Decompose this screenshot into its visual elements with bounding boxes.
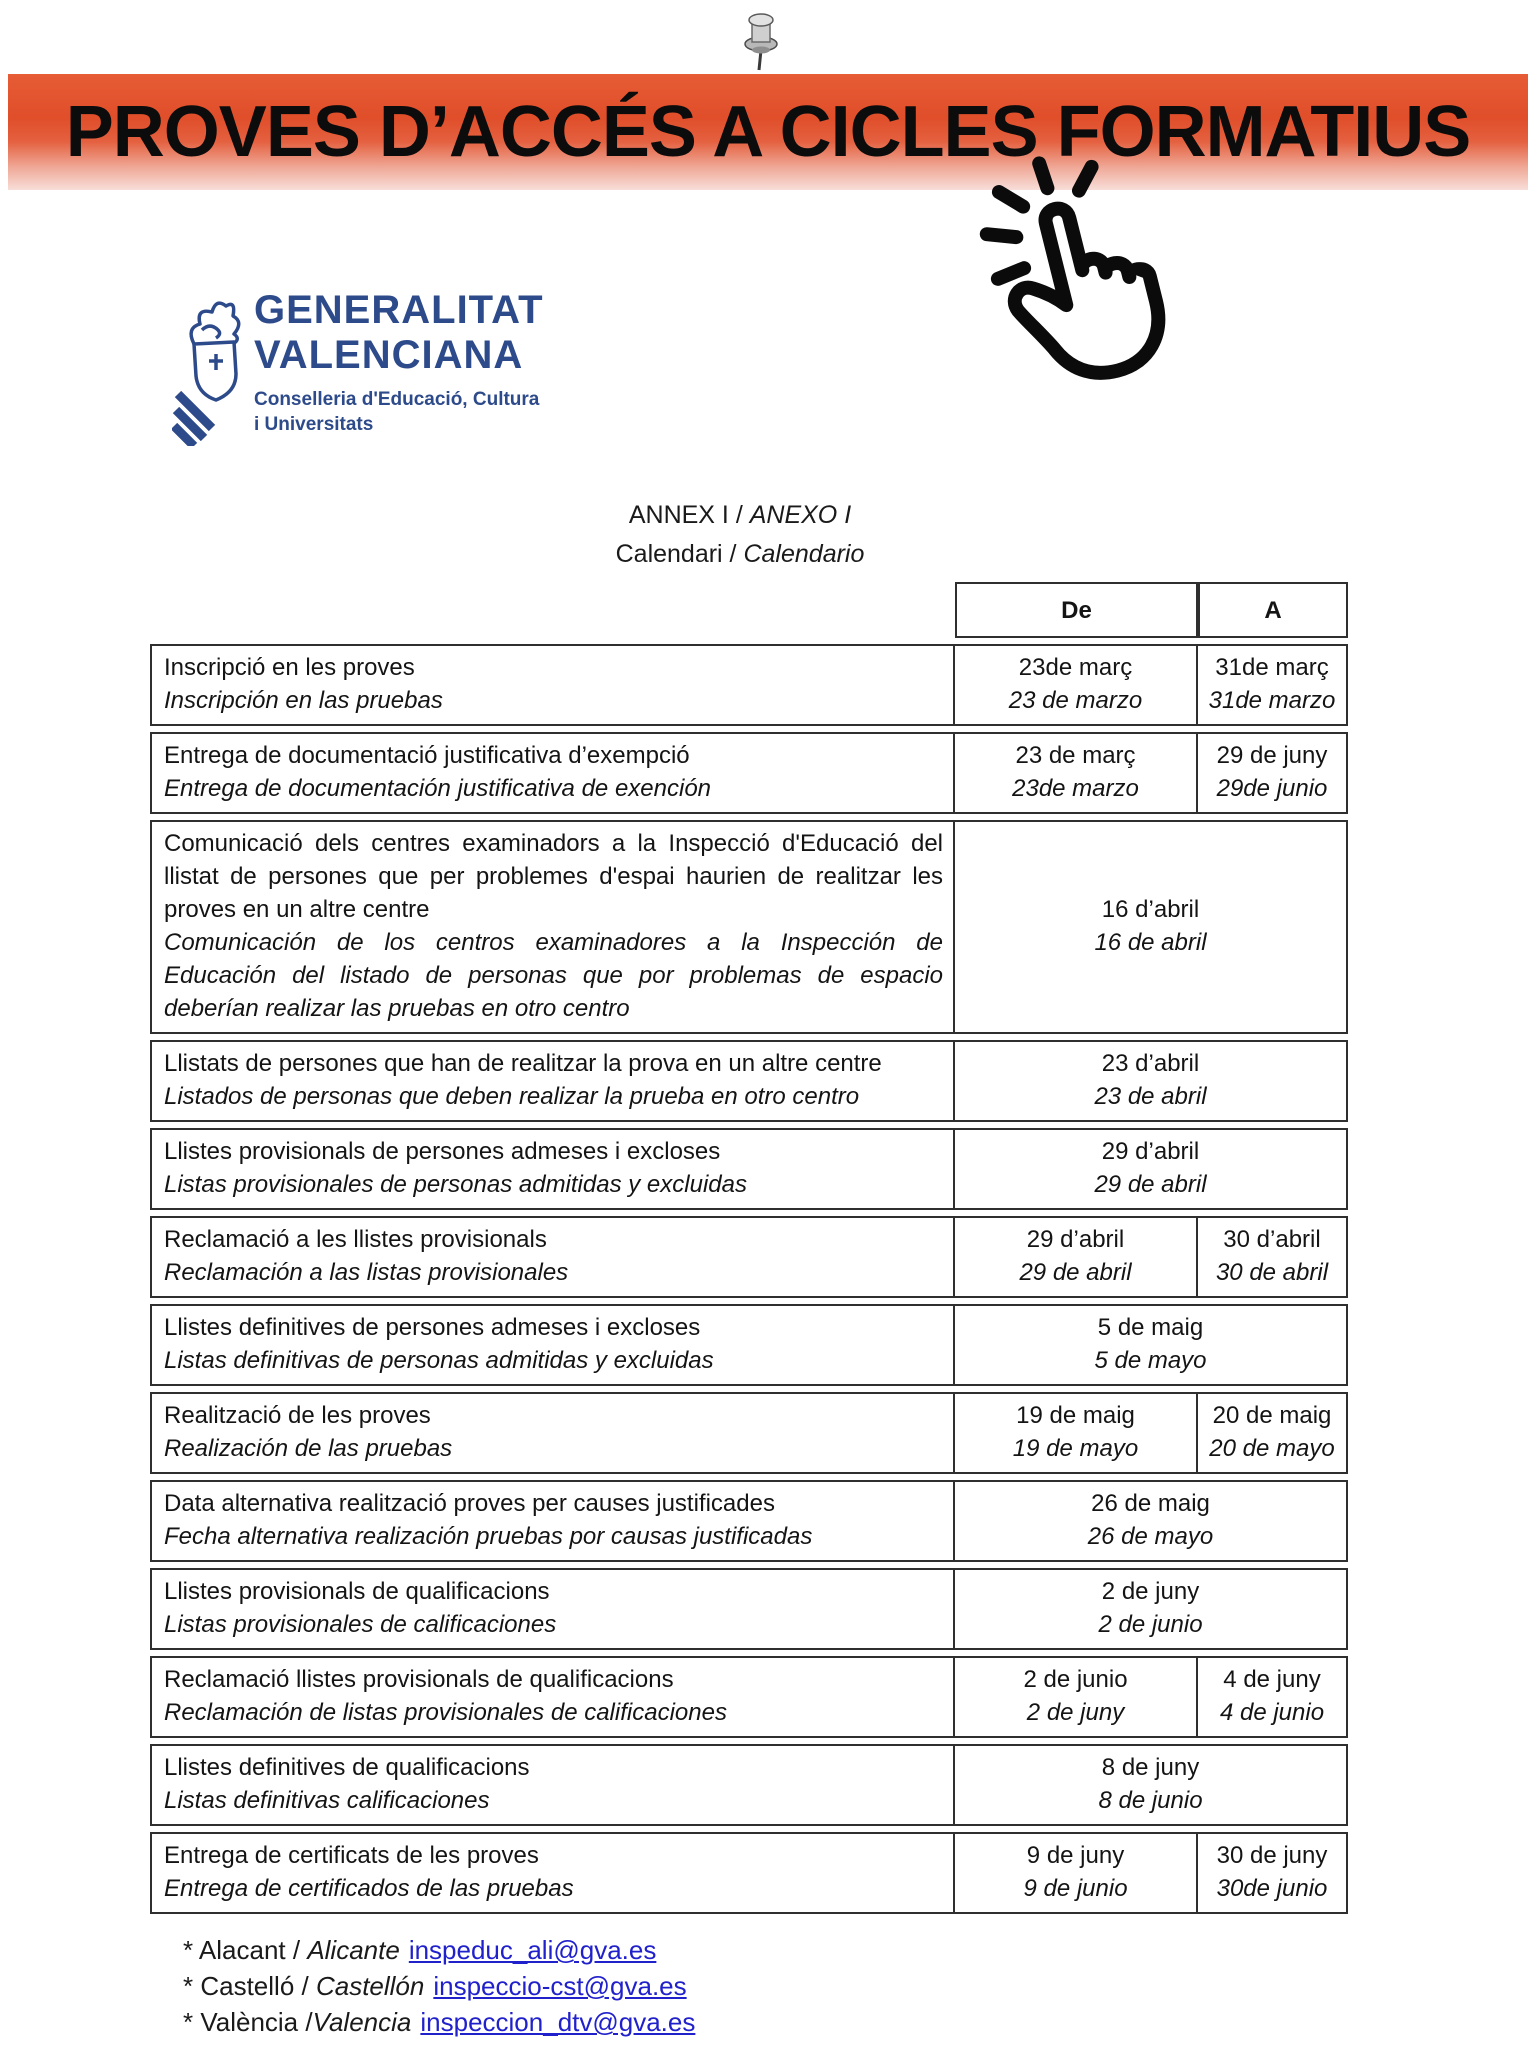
event-description-cell: Llistes provisionals de qualificacions Listas provisionales de calificaciones (150, 1568, 955, 1650)
date-to-cell: 31de març 31de marzo (1198, 644, 1348, 726)
date-merged-cell: 2 de juny 2 de junio (955, 1568, 1348, 1650)
date-merged-cell: 29 d’abril 29 de abril (955, 1128, 1348, 1210)
table-row (150, 1832, 1348, 1914)
contact-castello: * Castelló / Castellón inspeccio-cst@gva.es (183, 1971, 687, 2001)
header-de-cell: De (955, 582, 1198, 638)
event-description-cell: Entrega de certificats de les proves Entrega de certificados de las pruebas (150, 1832, 955, 1914)
date-from-cell: 23 de març 23de marzo (955, 732, 1198, 814)
logo-name-line1: GENERALITAT (254, 288, 544, 332)
date-to-cell: 30 de juny 30de junio (1198, 1832, 1348, 1914)
footer-contacts (183, 1932, 695, 2040)
event-description-cell: Reclamació llistes provisionals de qualificacions Reclamación de listas provisionales de calificaciones (150, 1656, 955, 1738)
table-row (150, 1216, 1348, 1298)
event-description-cell: Reclamació a les llistes provisionals Reclamación a las listas provisionales (150, 1216, 955, 1298)
table-row (150, 1656, 1348, 1738)
date-from-cell: 9 de juny 9 de junio (955, 1832, 1198, 1914)
table-row (150, 732, 1348, 814)
table-row (150, 644, 1348, 726)
calendar-table (150, 576, 1348, 1920)
contact-alacant: * Alacant / Alicante inspeduc_ali@gva.es (183, 1935, 657, 1965)
date-from-cell: 19 de maig 19 de mayo (955, 1392, 1198, 1474)
contact-valencia: * València /Valencia inspeccion_dtv@gva.es (183, 2007, 696, 2037)
table-row (150, 1128, 1348, 1210)
date-to-cell: 20 de maig 20 de mayo (1198, 1392, 1348, 1474)
email-link-valencia[interactable]: inspeccion_dtv@gva.es (420, 2007, 696, 2037)
date-from-cell: 2 de junio 2 de juny (955, 1656, 1198, 1738)
table-row (150, 1392, 1348, 1474)
table-row (150, 1040, 1348, 1122)
date-merged-cell: 26 de maig 26 de mayo (955, 1480, 1348, 1562)
email-link-castello[interactable]: inspeccio-cst@gva.es (433, 1971, 687, 2001)
event-description-cell: Llistes definitives de persones admeses i excloses Listas definitivas de personas admitidas y excluidas (150, 1304, 955, 1386)
annex-line2: Calendari / Calendario (615, 540, 865, 568)
event-description-cell: Data alternativa realització proves per causes justificades Fecha alternativa realización pruebas por causas justificadas (150, 1480, 955, 1562)
event-description-cell: Llistats de persones que han de realitzar la prova en un altre centre Listados de personas que deben realizar la prueba en otro centro (150, 1040, 955, 1122)
table-row (150, 820, 1348, 1034)
title-banner (8, 74, 1528, 190)
header-blank-cell (150, 582, 955, 638)
date-merged-cell: 23 d’abril 23 de abril (955, 1040, 1348, 1122)
annex-heading (0, 496, 1480, 574)
date-to-cell: 30 d’abril 30 de abril (1198, 1216, 1348, 1298)
date-to-cell: 29 de juny 29de junio (1198, 732, 1348, 814)
page-title: PROVES D’ACCÉS A CICLES FORMATIUS (65, 92, 1471, 172)
date-merged-cell: 16 d’abril 16 de abril (955, 820, 1348, 1034)
annex-line1: ANNEX I / ANEXO I (628, 501, 852, 529)
gva-logo (172, 288, 544, 446)
pushpin-icon (736, 10, 786, 76)
event-description-cell: Comunicació dels centres examinadors a la Inspecció d'Educació del llistat de persones que per problemes d'espai haurien de realitzar les proves en un altre centre Comunicación de los centros examinadores a la Inspección de Educación del listado de personas que por problemas de espacio deberían realizar las pruebas en otro centro (150, 820, 955, 1034)
header-a-cell: A (1198, 582, 1348, 638)
table-row (150, 1568, 1348, 1650)
table-row (150, 1744, 1348, 1826)
click-hand-icon (942, 146, 1242, 396)
date-from-cell: 23de març 23 de marzo (955, 644, 1198, 726)
logo-dept-line2: i Universitats (254, 414, 374, 435)
event-description-cell: Llistes provisionals de persones admeses i excloses Listas provisionales de personas admitidas y excluidas (150, 1128, 955, 1210)
email-link-alacant[interactable]: inspeduc_ali@gva.es (408, 1935, 657, 1965)
gva-crest-icon (172, 294, 246, 446)
date-from-cell: 29 d’abril 29 de abril (955, 1216, 1198, 1298)
logo-name-line2: VALENCIANA (254, 333, 524, 377)
event-description-cell: Realització de les proves Realización de las pruebas (150, 1392, 955, 1474)
table-row (150, 1480, 1348, 1562)
table-row (150, 1304, 1348, 1386)
date-merged-cell: 8 de juny 8 de junio (955, 1744, 1348, 1826)
event-description-cell: Inscripció en les proves Inscripción en las pruebas (150, 644, 955, 726)
date-merged-cell: 5 de maig 5 de mayo (955, 1304, 1348, 1386)
event-description-cell: Llistes definitives de qualificacions Listas definitivas calificaciones (150, 1744, 955, 1826)
date-to-cell: 4 de juny 4 de junio (1198, 1656, 1348, 1738)
logo-dept-line1: Conselleria d'Educació, Cultura (254, 389, 540, 410)
event-description-cell: Entrega de documentació justificativa d’exempció Entrega de documentación justificativa de exención (150, 732, 955, 814)
table-header-row (150, 582, 1348, 638)
